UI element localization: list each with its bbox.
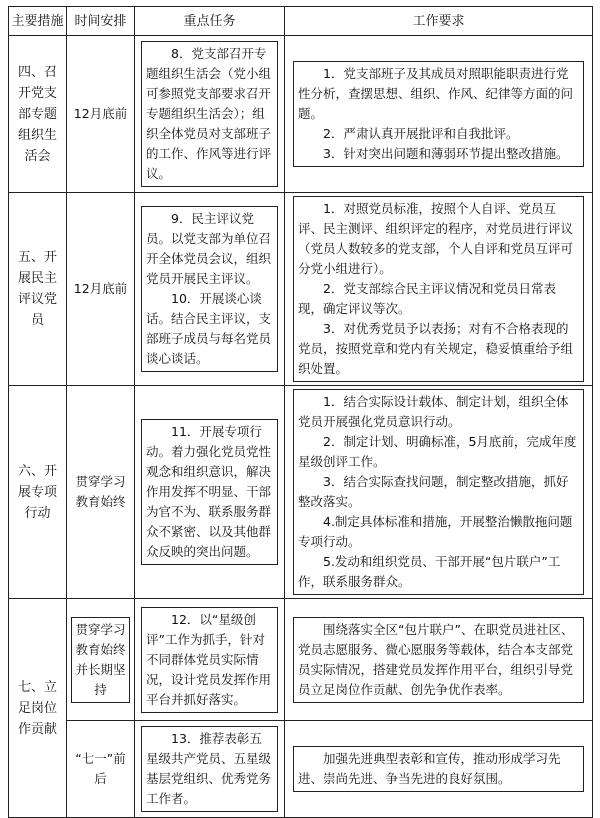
requirement-item: 围绕落实全区“包片联户”、在职党员进社区、党员志愿服务、微心愿服务等载体，结合本支部党员实际情况，搭建党员发挥作用平台，组织引导党员立足岗位作贡献、创先争优作表率。 [298, 621, 574, 697]
time-cell: 12月底前 [67, 193, 135, 386]
requirement-item: 3．针对突出问题和薄弱环节提出整改措施。 [323, 146, 569, 161]
table-row [9, 386, 593, 599]
requirement-cell [285, 386, 593, 599]
header-measure: 主要措施 [9, 7, 67, 36]
task-item: 9．民主评议党员。以党支部为单位召开全体党员会议，组织党员开展民主评议。 [146, 211, 272, 286]
task-item: 11．开展专项行动。着力强化党员党性观念和组织意识，解决作用发挥不明显、干部为官不为、联系服务群众不紧密、以及其他群众反映的突出问题。 [146, 424, 272, 559]
task-item: 13．推荐表彰五星级共产党员、五星级基层党组织、优秀党务工作者。 [146, 731, 272, 806]
requirement-item: 2．制定计划、明确标准，5月底前，完成年度星级创评工作。 [298, 434, 577, 469]
table-header-row [9, 7, 593, 36]
requirement-cell [285, 599, 593, 721]
requirement-item: 1．结合实际设计载体、制定计划，组织全体党员开展强化党员意识行动。 [298, 394, 569, 429]
requirement-item: 1．对照党员标准，按照个人自评、党员互评、民主测评、组织评定的程序，对党员进行评议（党员人数较多的党支部，个人自评和党员互评可分党小组进行）。 [298, 201, 574, 276]
table-row [9, 721, 593, 818]
measure-cell: 四、召开党支部专题组织生活会 [9, 36, 67, 193]
requirement-cell [285, 36, 593, 193]
time-cell-text: 贯穿学习教育始终并长期坚持 [71, 617, 130, 703]
table-row [9, 36, 593, 193]
table-row [9, 193, 593, 386]
task-cell [135, 193, 285, 386]
requirement-cell [285, 721, 593, 818]
task-item: 10．开展谈心谈话。结合民主评议，支部班子成员与每名党员谈心谈话。 [146, 291, 272, 366]
header-requirement: 工作要求 [285, 7, 593, 36]
requirement-item: 2．严肃认真开展批评和自我批评。 [323, 126, 519, 141]
requirement-item: 1．党支部班子及其成员对照职能职责进行党性分析，查摆思想、组织、作风、纪律等方面的问题。 [298, 66, 574, 121]
header-task: 重点任务 [135, 7, 285, 36]
requirement-cell [285, 193, 593, 386]
table-row [9, 599, 593, 721]
task-cell [135, 386, 285, 599]
task-cell [135, 599, 285, 721]
requirement-item: 5.发动和组织党员、干部开展“包片联户”工作，联系服务群众。 [298, 554, 561, 589]
task-cell [135, 36, 285, 193]
time-cell [67, 599, 135, 721]
time-cell: 贯穿学习教育始终 [67, 386, 135, 599]
time-cell: “七一”前后 [67, 721, 135, 818]
requirement-item: 3．结合实际查找问题，制定整改措施，抓好整改落实。 [298, 474, 569, 509]
task-item: 12．以“星级创评”工作为抓手，针对不同群体党员实际情况，设计党员发挥作用平台并抓好落实。 [146, 611, 272, 707]
task-cell [135, 721, 285, 818]
time-cell: 12月底前 [67, 36, 135, 193]
measure-cell: 六、开展专项行动 [9, 386, 67, 599]
requirement-item: 4.制定具体标准和措施，开展整治懒散拖问题专项行动。 [298, 514, 573, 549]
work-plan-table [8, 6, 593, 818]
requirement-item: 2．党支部综合民主评议情况和党员日常表现，确定评议等次。 [298, 281, 556, 316]
requirement-item: 加强先进典型表彰和宣传，推动形成学习先进、崇尚先进、争当先进的良好氛围。 [298, 751, 561, 786]
requirement-item: 3．对优秀党员予以表扬；对有不合格表现的党员，按照党章和党内有关规定，稳妥慎重给予组织处置。 [298, 321, 574, 376]
header-time: 时间安排 [67, 7, 135, 36]
measure-cell: 七、立足岗位作贡献 [9, 599, 67, 818]
task-item: 8．党支部召开专题组织生活会（党小组可参照党支部要求召开专题组织生活会）；组织全体党员对支部班子的工作、作风等进行评议。 [146, 46, 272, 181]
measure-cell: 五、开展民主评议党员 [9, 193, 67, 386]
